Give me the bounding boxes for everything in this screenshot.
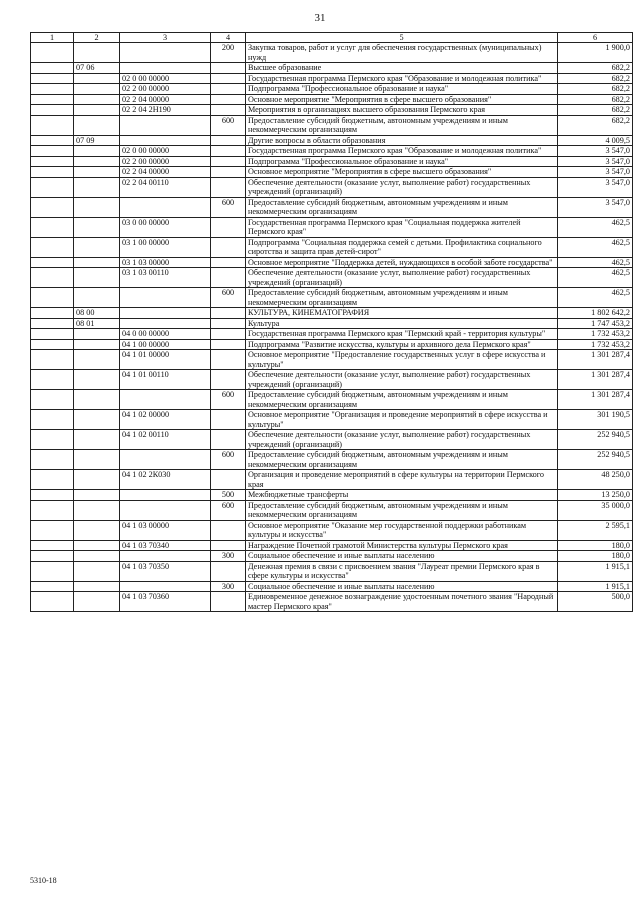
target-article-cell: 02 0 00 00000 (120, 146, 211, 157)
footer-code: 5310-18 (30, 876, 57, 885)
expense-type-cell (211, 105, 246, 116)
target-article-cell (120, 308, 211, 319)
target-article-cell: 04 1 01 00110 (120, 370, 211, 390)
description-cell: Государственная программа Пермского края "Социальная поддержка жителей Пермского края" (246, 217, 558, 237)
description-cell: Подпрограмма "Профессиональное образование и наука" (246, 156, 558, 167)
section-cell (31, 43, 74, 63)
target-article-cell: 04 1 02 2К030 (120, 470, 211, 490)
description-cell: Основное мероприятие "Мероприятия в сфере высшего образования" (246, 167, 558, 178)
section-cell (31, 490, 74, 501)
target-article-cell: 04 1 02 00000 (120, 410, 211, 430)
amount-cell: 462,5 (558, 237, 633, 257)
amount-cell: 1 732 453,2 (558, 329, 633, 340)
subsection-cell (74, 217, 120, 237)
target-article-cell: 03 1 00 00000 (120, 237, 211, 257)
expense-type-cell (211, 94, 246, 105)
description-cell: Закупка товаров, работ и услуг для обеспечения государственных (муниципальных) нужд (246, 43, 558, 63)
table-row (31, 115, 633, 135)
expense-type-cell: 200 (211, 43, 246, 63)
expense-type-cell (211, 217, 246, 237)
amount-cell: 462,5 (558, 217, 633, 237)
expense-type-cell (211, 520, 246, 540)
expense-type-cell (211, 237, 246, 257)
subsection-cell (74, 520, 120, 540)
amount-cell: 301 190,5 (558, 410, 633, 430)
expense-type-cell (211, 592, 246, 612)
table-row (31, 308, 633, 319)
section-cell (31, 350, 74, 370)
subsection-cell (74, 115, 120, 135)
amount-cell: 1 915,1 (558, 561, 633, 581)
section-cell (31, 167, 74, 178)
table-row (31, 73, 633, 84)
expense-type-cell: 600 (211, 197, 246, 217)
amount-cell: 3 547,0 (558, 167, 633, 178)
table-row (31, 450, 633, 470)
amount-cell: 1 747 453,2 (558, 318, 633, 329)
section-cell (31, 288, 74, 308)
description-cell: Денежная премия в связи с присвоением звания "Лауреат премии Пермского края в сфере культуры и искусства" (246, 561, 558, 581)
header-col-1: 1 (31, 33, 74, 43)
table-row (31, 257, 633, 268)
table-row (31, 581, 633, 592)
table-row (31, 500, 633, 520)
target-article-cell: 04 1 00 00000 (120, 339, 211, 350)
target-article-cell (120, 450, 211, 470)
description-cell: Предоставление субсидий бюджетным, автономным учреждениям и иным некоммерческим организациям (246, 115, 558, 135)
subsection-cell (74, 257, 120, 268)
section-cell (31, 329, 74, 340)
subsection-cell (74, 94, 120, 105)
amount-cell: 48 250,0 (558, 470, 633, 490)
amount-cell: 682,2 (558, 84, 633, 95)
amount-cell: 4 009,5 (558, 135, 633, 146)
target-article-cell: 02 0 00 00000 (120, 73, 211, 84)
section-cell (31, 94, 74, 105)
amount-cell: 1 900,0 (558, 43, 633, 63)
table-row (31, 94, 633, 105)
target-article-cell (120, 197, 211, 217)
subsection-cell (74, 470, 120, 490)
table-row (31, 339, 633, 350)
description-cell: Социальное обеспечение и иные выплаты населению (246, 551, 558, 562)
subsection-cell (74, 146, 120, 157)
section-cell (31, 156, 74, 167)
table-row (31, 540, 633, 551)
subsection-cell (74, 339, 120, 350)
description-cell: Культура (246, 318, 558, 329)
expense-type-cell: 500 (211, 490, 246, 501)
amount-cell: 682,2 (558, 105, 633, 116)
subsection-cell (74, 105, 120, 116)
target-article-cell: 02 2 00 00000 (120, 156, 211, 167)
target-article-cell: 04 1 03 70350 (120, 561, 211, 581)
table-row (31, 217, 633, 237)
page-number: 31 (314, 12, 326, 24)
header-col-3: 3 (120, 33, 211, 43)
description-cell: Социальное обеспечение и иные выплаты населению (246, 581, 558, 592)
section-cell (31, 520, 74, 540)
table-row (31, 105, 633, 116)
section-cell (31, 63, 74, 74)
description-cell: Предоставление субсидий бюджетным, автономным учреждениям и иным некоммерческим организациям (246, 197, 558, 217)
amount-cell: 682,2 (558, 94, 633, 105)
description-cell: Подпрограмма "Развитие искусства, культуры и архивного дела Пермского края" (246, 339, 558, 350)
amount-cell: 3 547,0 (558, 156, 633, 167)
description-cell: Обеспечение деятельности (оказание услуг, выполнение работ) государственных учреждений (организаций) (246, 430, 558, 450)
table-row (31, 268, 633, 288)
table-row (31, 197, 633, 217)
table-row (31, 63, 633, 74)
amount-cell: 682,2 (558, 73, 633, 84)
subsection-cell: 07 09 (74, 135, 120, 146)
target-article-cell (120, 115, 211, 135)
table-row (31, 135, 633, 146)
expense-type-cell (211, 268, 246, 288)
section-cell (31, 470, 74, 490)
target-article-cell: 02 2 04 2Н190 (120, 105, 211, 116)
amount-cell: 2 595,1 (558, 520, 633, 540)
section-cell (31, 390, 74, 410)
table-row (31, 350, 633, 370)
subsection-cell (74, 500, 120, 520)
amount-cell: 500,0 (558, 592, 633, 612)
amount-cell: 252 940,5 (558, 450, 633, 470)
expense-type-cell (211, 73, 246, 84)
target-article-cell: 04 1 03 70360 (120, 592, 211, 612)
expense-type-cell (211, 257, 246, 268)
header-col-6: 6 (558, 33, 633, 43)
description-cell: Организация и проведение мероприятий в сфере культуры на территории Пермского края (246, 470, 558, 490)
subsection-cell (74, 551, 120, 562)
header-col-5: 5 (246, 33, 558, 43)
target-article-cell (120, 318, 211, 329)
description-cell: Основное мероприятие "Поддержка детей, нуждающихся в особой заботе государства" (246, 257, 558, 268)
subsection-cell (74, 268, 120, 288)
amount-cell: 462,5 (558, 268, 633, 288)
subsection-cell (74, 592, 120, 612)
description-cell: Подпрограмма "Социальная поддержка семей с детьми. Профилактика социального сиротства и защита прав детей-сирот" (246, 237, 558, 257)
amount-cell: 1 301 287,4 (558, 370, 633, 390)
subsection-cell (74, 197, 120, 217)
amount-cell: 462,5 (558, 257, 633, 268)
expense-type-cell: 600 (211, 115, 246, 135)
description-cell: Обеспечение деятельности (оказание услуг, выполнение работ) государственных учреждений (организаций) (246, 370, 558, 390)
table-row (31, 470, 633, 490)
expense-type-cell (211, 470, 246, 490)
amount-cell: 3 547,0 (558, 177, 633, 197)
subsection-cell (74, 84, 120, 95)
section-cell (31, 237, 74, 257)
target-article-cell: 03 1 03 00110 (120, 268, 211, 288)
section-cell (31, 177, 74, 197)
target-article-cell: 02 2 04 00110 (120, 177, 211, 197)
table-row (31, 390, 633, 410)
expense-type-cell (211, 350, 246, 370)
target-article-cell (120, 390, 211, 410)
table-row (31, 43, 633, 63)
table-row (31, 177, 633, 197)
table-row (31, 370, 633, 390)
subsection-cell (74, 43, 120, 63)
expense-type-cell (211, 167, 246, 178)
section-cell (31, 370, 74, 390)
subsection-cell: 07 06 (74, 63, 120, 74)
section-cell (31, 410, 74, 430)
amount-cell: 3 547,0 (558, 197, 633, 217)
expense-type-cell: 300 (211, 581, 246, 592)
subsection-cell (74, 390, 120, 410)
expense-type-cell (211, 135, 246, 146)
target-article-cell (120, 581, 211, 592)
table-row (31, 146, 633, 157)
subsection-cell (74, 410, 120, 430)
table-row (31, 430, 633, 450)
subsection-cell (74, 561, 120, 581)
expense-type-cell (211, 561, 246, 581)
target-article-cell (120, 135, 211, 146)
expense-type-cell: 600 (211, 500, 246, 520)
section-cell (31, 592, 74, 612)
section-cell (31, 581, 74, 592)
table-row (31, 520, 633, 540)
target-article-cell: 04 1 01 00000 (120, 350, 211, 370)
subsection-cell (74, 237, 120, 257)
header-row (31, 33, 633, 43)
description-cell: Государственная программа Пермского края "Пермский край - территория культуры" (246, 329, 558, 340)
expense-type-cell (211, 308, 246, 319)
table-row (31, 329, 633, 340)
amount-cell: 3 547,0 (558, 146, 633, 157)
expense-type-cell (211, 329, 246, 340)
expense-type-cell: 600 (211, 288, 246, 308)
table-row (31, 410, 633, 430)
description-cell: КУЛЬТУРА, КИНЕМАТОГРАФИЯ (246, 308, 558, 319)
table-row (31, 490, 633, 501)
description-cell: Основное мероприятие "Организация и проведение мероприятий в сфере искусства и культуры" (246, 410, 558, 430)
section-cell (31, 217, 74, 237)
table-row (31, 288, 633, 308)
subsection-cell (74, 350, 120, 370)
subsection-cell (74, 73, 120, 84)
target-article-cell (120, 551, 211, 562)
description-cell: Предоставление субсидий бюджетным, автономным учреждениям и иным некоммерческим организациям (246, 390, 558, 410)
subsection-cell (74, 581, 120, 592)
target-article-cell: 03 1 03 00000 (120, 257, 211, 268)
target-article-cell: 02 2 00 00000 (120, 84, 211, 95)
subsection-cell: 08 00 (74, 308, 120, 319)
section-cell (31, 197, 74, 217)
subsection-cell (74, 370, 120, 390)
expense-type-cell: 600 (211, 450, 246, 470)
amount-cell: 682,2 (558, 63, 633, 74)
description-cell: Предоставление субсидий бюджетным, автономным учреждениям и иным некоммерческим организациям (246, 288, 558, 308)
section-cell (31, 540, 74, 551)
table-row (31, 237, 633, 257)
description-cell: Подпрограмма "Профессиональное образование и наука" (246, 84, 558, 95)
target-article-cell: 04 1 02 00110 (120, 430, 211, 450)
description-cell: Государственная программа Пермского края "Образование и молодежная политика" (246, 146, 558, 157)
expense-type-cell (211, 146, 246, 157)
target-article-cell (120, 490, 211, 501)
section-cell (31, 339, 74, 350)
description-cell: Государственная программа Пермского края "Образование и молодежная политика" (246, 73, 558, 84)
amount-cell: 462,5 (558, 288, 633, 308)
description-cell: Межбюджетные трансферты (246, 490, 558, 501)
section-cell (31, 551, 74, 562)
table-row (31, 318, 633, 329)
subsection-cell (74, 288, 120, 308)
section-cell (31, 105, 74, 116)
table-row (31, 551, 633, 562)
subsection-cell (74, 450, 120, 470)
description-cell: Награждение Почетной грамотой Министерства культуры Пермского края (246, 540, 558, 551)
expense-type-cell (211, 339, 246, 350)
target-article-cell: 04 1 03 70340 (120, 540, 211, 551)
expense-type-cell (211, 540, 246, 551)
target-article-cell: 02 2 04 00000 (120, 94, 211, 105)
description-cell: Предоставление субсидий бюджетным, автономным учреждениям и иным некоммерческим организациям (246, 450, 558, 470)
section-cell (31, 561, 74, 581)
subsection-cell (74, 177, 120, 197)
target-article-cell (120, 500, 211, 520)
section-cell (31, 430, 74, 450)
amount-cell: 1 301 287,4 (558, 390, 633, 410)
amount-cell: 1 301 287,4 (558, 350, 633, 370)
expense-type-cell (211, 410, 246, 430)
amount-cell: 35 000,0 (558, 500, 633, 520)
description-cell: Обеспечение деятельности (оказание услуг, выполнение работ) государственных учреждений (организаций) (246, 268, 558, 288)
section-cell (31, 257, 74, 268)
description-cell: Высшее образование (246, 63, 558, 74)
subsection-cell (74, 329, 120, 340)
section-cell (31, 73, 74, 84)
section-cell (31, 500, 74, 520)
target-article-cell: 02 2 04 00000 (120, 167, 211, 178)
expense-type-cell (211, 430, 246, 450)
section-cell (31, 135, 74, 146)
section-cell (31, 308, 74, 319)
target-article-cell (120, 288, 211, 308)
subsection-cell (74, 490, 120, 501)
amount-cell: 1 915,1 (558, 581, 633, 592)
section-cell (31, 84, 74, 95)
subsection-cell (74, 167, 120, 178)
amount-cell: 1 802 642,2 (558, 308, 633, 319)
table-row (31, 156, 633, 167)
target-article-cell: 03 0 00 00000 (120, 217, 211, 237)
section-cell (31, 146, 74, 157)
description-cell: Мероприятия в организациях высшего образования Пермского края (246, 105, 558, 116)
amount-cell: 13 250,0 (558, 490, 633, 501)
expense-type-cell (211, 84, 246, 95)
description-cell: Обеспечение деятельности (оказание услуг, выполнение работ) государственных учреждений (организаций) (246, 177, 558, 197)
target-article-cell (120, 63, 211, 74)
section-cell (31, 115, 74, 135)
expense-type-cell (211, 318, 246, 329)
subsection-cell: 08 01 (74, 318, 120, 329)
expense-type-cell (211, 63, 246, 74)
expense-type-cell (211, 177, 246, 197)
table-row (31, 592, 633, 612)
amount-cell: 180,0 (558, 551, 633, 562)
description-cell: Предоставление субсидий бюджетным, автономным учреждениям и иным некоммерческим организациям (246, 500, 558, 520)
amount-cell: 682,2 (558, 115, 633, 135)
amount-cell: 1 732 453,2 (558, 339, 633, 350)
subsection-cell (74, 156, 120, 167)
target-article-cell: 04 0 00 00000 (120, 329, 211, 340)
header-col-2: 2 (74, 33, 120, 43)
description-cell: Основное мероприятие "Предоставление государственных услуг в сфере искусства и культуры" (246, 350, 558, 370)
description-cell: Другие вопросы в области образования (246, 135, 558, 146)
amount-cell: 252 940,5 (558, 430, 633, 450)
amount-cell: 180,0 (558, 540, 633, 551)
description-cell: Единовременное денежное вознаграждение удостоенным почетного звания "Народный мастер Пермского края" (246, 592, 558, 612)
table-row (31, 561, 633, 581)
target-article-cell: 04 1 03 00000 (120, 520, 211, 540)
expense-type-cell: 300 (211, 551, 246, 562)
subsection-cell (74, 540, 120, 551)
subsection-cell (74, 430, 120, 450)
expense-type-cell (211, 156, 246, 167)
section-cell (31, 450, 74, 470)
target-article-cell (120, 43, 211, 63)
budget-table (30, 32, 633, 612)
table-row (31, 84, 633, 95)
section-cell (31, 268, 74, 288)
expense-type-cell (211, 370, 246, 390)
expense-type-cell: 600 (211, 390, 246, 410)
description-cell: Основное мероприятие "Оказание мер государственной поддержки работникам культуры и искусства" (246, 520, 558, 540)
table-row (31, 167, 633, 178)
header-col-4: 4 (211, 33, 246, 43)
description-cell: Основное мероприятие "Мероприятия в сфере высшего образования" (246, 94, 558, 105)
section-cell (31, 318, 74, 329)
